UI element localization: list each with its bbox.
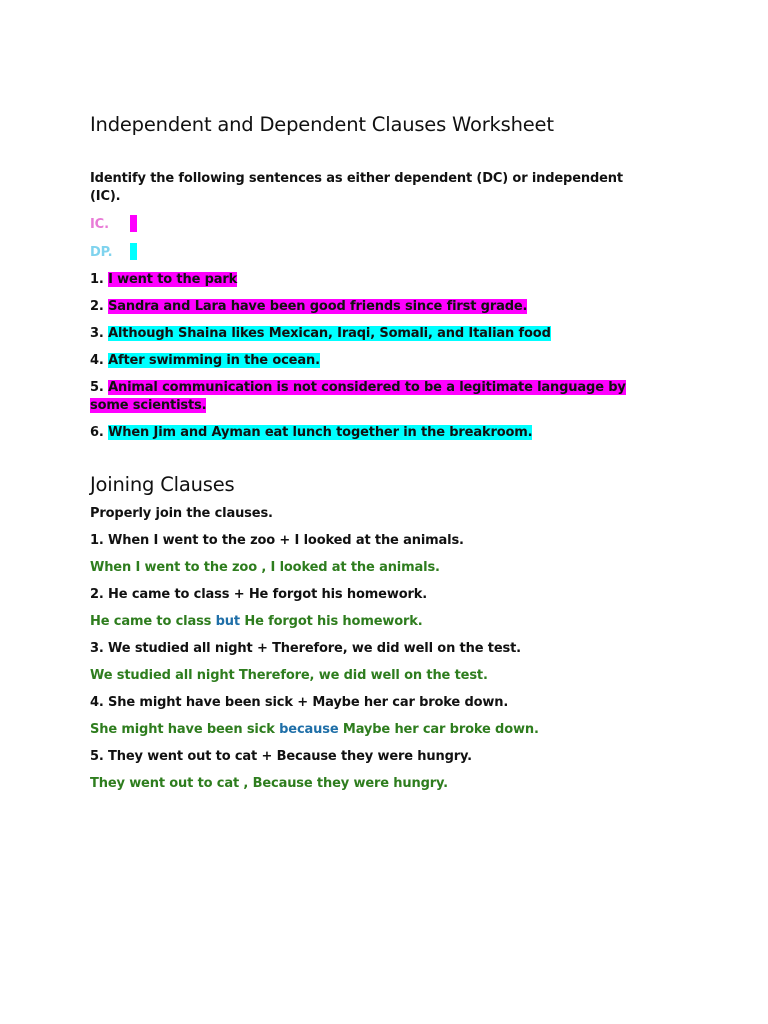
sentence-2	[90, 298, 650, 316]
answer-connector: because	[279, 722, 339, 737]
answer-connector: but	[215, 614, 240, 629]
sentence-number: 6.	[90, 425, 104, 440]
joining-prompt-1: 1. When I went to the zoo + I looked at the animals.	[90, 533, 464, 548]
legend-dp-label: DP.	[90, 245, 113, 260]
answer-text: We studied all night Therefore, we did well on the test.	[90, 668, 488, 683]
sentence-3	[90, 325, 650, 343]
answer-text: He came to class	[90, 614, 216, 629]
joining-answer-2	[90, 613, 650, 631]
answer-text: He forgot his homework.	[239, 614, 423, 629]
answer-text: They went out to cat , Because they were hungry.	[90, 776, 448, 791]
legend-dp-swatch	[130, 243, 137, 260]
sentence-number: 1.	[90, 272, 104, 287]
sentence-4	[90, 352, 650, 370]
sentence-text: I went to the park	[108, 272, 238, 287]
document-content	[90, 111, 650, 802]
legend-ic	[90, 215, 650, 234]
joining-answer-5	[90, 775, 650, 793]
sentence-text: Animal communication is not considered to be a legitimate language by some scientists.	[90, 380, 626, 413]
sentence-number: 3.	[90, 326, 104, 341]
sentence-text: When Jim and Ayman eat lunch together in the breakroom.	[108, 425, 533, 440]
answer-text: Maybe her car broke down.	[338, 722, 539, 737]
legend-ic-swatch	[130, 215, 137, 232]
sentence-6	[90, 424, 650, 442]
sentence-1	[90, 271, 650, 289]
joining-prompt-3: 3. We studied all night + Therefore, we did well on the test.	[90, 641, 521, 656]
sentence-number: 5.	[90, 380, 104, 395]
joining-heading: Joining Clauses	[90, 473, 235, 496]
sentence-text: Although Shaina likes Mexican, Iraqi, Somali, and Italian food	[108, 326, 551, 341]
sentence-text: After swimming in the ocean.	[108, 353, 320, 368]
sentence-number: 4.	[90, 353, 104, 368]
page-title: Independent and Dependent Clauses Worksheet	[90, 113, 554, 136]
answer-text: She might have been sick	[90, 722, 280, 737]
legend-ic-label: IC.	[90, 217, 109, 232]
joining-prompt-2: 2. He came to class + He forgot his homework.	[90, 587, 428, 602]
joining-answer-1	[90, 559, 650, 577]
joining-answer-3	[90, 667, 650, 685]
sentence-text: Sandra and Lara have been good friends since first grade.	[108, 299, 528, 314]
answer-text: When I went to the zoo , I looked at the animals.	[90, 560, 440, 575]
sentence-number: 2.	[90, 299, 104, 314]
joining-answer-4	[90, 721, 650, 739]
sentence-5	[90, 379, 650, 415]
joining-prompt-4: 4. She might have been sick + Maybe her car broke down.	[90, 695, 509, 710]
legend-dp	[90, 243, 650, 262]
joining-prompt-5: 5. They went out to cat + Because they were hungry.	[90, 749, 472, 764]
instructions-text: Identify the following sentences as either dependent (DC) or independent (IC).	[90, 171, 623, 204]
joining-instructions: Properly join the clauses.	[90, 506, 273, 521]
